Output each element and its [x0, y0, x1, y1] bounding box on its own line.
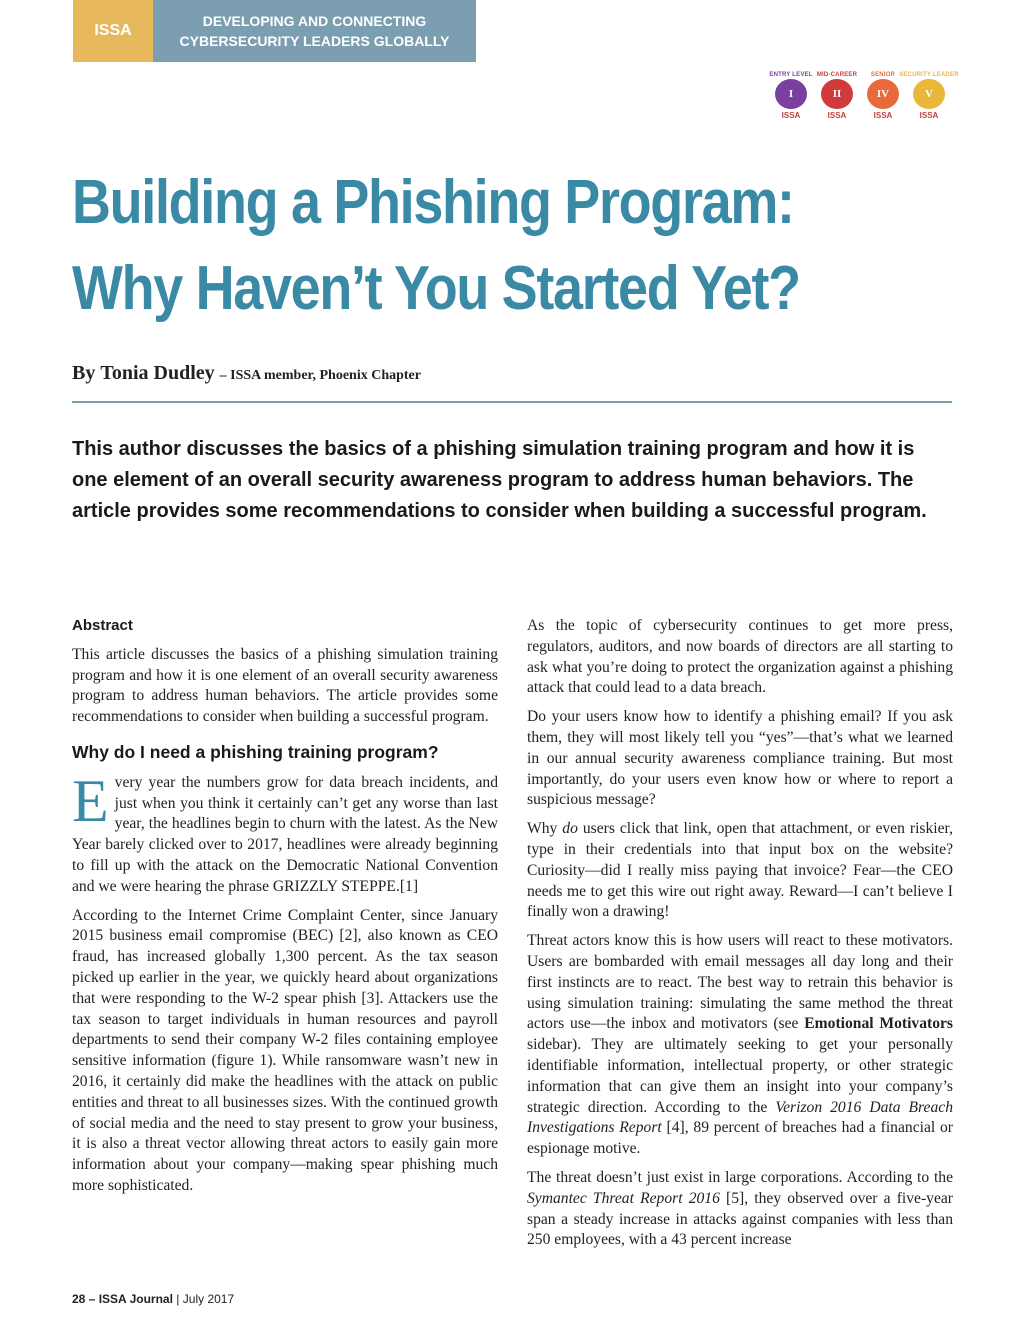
footer-separator: | [176, 1292, 180, 1306]
badge-emblem-icon: II [821, 79, 853, 109]
body-paragraph [527, 1168, 953, 1251]
badge-emblem-icon: V [913, 79, 945, 109]
badge-brand: ISSA [781, 111, 801, 120]
body-paragraph: As the topic of cybersecurity continues to get more press, regulators, auditors, and now boards of directors are all starting to ask what you’re doing to protect the organization against a phishing attack that could lead to a data breach. [527, 617, 953, 697]
badge-emblem-icon: IV [867, 79, 899, 109]
header-org-block [73, 0, 153, 62]
badge-level-label: SECURITY LEADER [899, 72, 959, 78]
badge-senior [864, 72, 902, 120]
text-run: Threat actors know this is how users will react to these motivators. Users are bombarded with email messages all day long and their first instincts are to react. The best way to retrain this behavior is using simulation training: simulating the same method the threat actors use—the inbox and motivators (see [527, 932, 953, 1033]
byline [72, 362, 421, 385]
abstract-text: This article discusses the basics of a phishing simulation training program and how it is one element of an overall security awareness program to address human behaviors. The article provides some recommendations to consider when building a successful program. [72, 645, 498, 726]
badge-level-label: ENTRY LEVEL [769, 72, 813, 78]
emphasis: do [562, 820, 578, 838]
page-footer [72, 1292, 234, 1306]
page-number: 28 – [72, 1292, 96, 1306]
article-title-line2: Why Haven’t You Started Yet? [72, 254, 800, 323]
header-tagline-line2: CYBERSECURITY LEADERS GLOBALLY [179, 33, 450, 49]
issue-date: July 2017 [182, 1292, 235, 1306]
body-paragraph [527, 819, 953, 923]
body-paragraph [72, 767, 498, 898]
badge-security-leader [899, 72, 959, 120]
header-tagline [153, 0, 476, 62]
text-run: The threat doesn’t just exist in large corporations. According to the [527, 1168, 953, 1186]
author-name: Tonia Dudley [100, 362, 215, 384]
badge-brand: ISSA [873, 111, 893, 120]
body-paragraph-text: very year the numbers grow for data breach incidents, and just when you think it certainly can’t get any worse than last year, the headlines begin to churn with the latest. As the New Year barely clicked over to 2017, headlines were already beginning to fill up with the attack on the Democratic National Convention and we were hearing the phrase GRIZZLY STEPPE.[1] [72, 773, 498, 895]
report-title: Verizon 2016 Data Breach Investigations Report [527, 1098, 953, 1137]
right-column [527, 616, 953, 1259]
article-deck: This author discusses the basics of a phishing simulation training program and how it is one element of an overall security awareness program to address human behaviors. The article provides some recommendations to consider when building a successful program. [72, 438, 927, 522]
article-title [72, 160, 855, 332]
badge-mid-career [818, 72, 856, 120]
article-title-line1: Building a Phishing Program: [72, 168, 794, 237]
sidebar-reference: Emotional Motivators [804, 1015, 953, 1033]
left-column [72, 616, 498, 1205]
text-run: sidebar). They are ultimately seeking to get your personally identifiable information, intellectual property, or other strategic information that can give them an insight into your company’s strategic direction. According to the [527, 1036, 953, 1116]
report-title: Symantec Threat Report 2016 [527, 1189, 720, 1207]
body-paragraph: Do your users know how to identify a phishing email? If you ask them, they will most likely tell you “yes”—that’s what we learned in our annual security awareness compliance training. But most importantly, do your users even know how or where to report a suspicious message? [527, 708, 953, 809]
text-run: Why [527, 820, 563, 838]
text-run: [5], they observed over a five-year span a steady increase in attacks against companies with less than 250 employees, with a 43 percent increase [527, 1189, 953, 1249]
badge-brand: ISSA [827, 111, 847, 120]
badge-emblem-icon: I [775, 79, 807, 109]
divider [72, 401, 952, 403]
career-level-badges [769, 72, 959, 122]
author-note: – ISSA member, Phoenix Chapter [219, 368, 421, 383]
badge-brand: ISSA [919, 111, 939, 120]
header-tagline-line1: DEVELOPING AND CONNECTING [202, 13, 427, 29]
text-run: users click that link, open that attachment, or even riskier, type in their credentials into that input box on the website? Curiosity—did I really miss paying that invoice? Fear—the CEO needs me to get this wire out right away. Reward—I can’t believe I finally won a drawing! [527, 820, 953, 921]
section-heading: Why do I need a phishing training program? [72, 741, 439, 762]
badge-level-label: SENIOR [870, 72, 896, 78]
drop-cap: E [72, 767, 109, 834]
badge-level-label: MID-CAREER [816, 72, 858, 78]
journal-name: ISSA Journal [98, 1292, 173, 1306]
body-paragraph: According to the Internet Crime Complaint Center, since January 2015 business email compromise (BEC) [2], also known as CEO fraud, has increased globally 1,300 percent. As the tax season picked up earlier in the year, we quickly heard about organizations that were responding to the W-2 spear phish [3]. Attackers use the tax season to target individuals in human resources and payroll departments to send their company W-2 files containing employee sensitive information (figure 1). While ransomware wasn’t new in 2016, it certainly did make the headlines with the attack on public entities and threat to all businesses sizes. With the continued growth of social media and the need to stay present to grow your business, it is also a threat vector allowing threat actors to easily gain more information about your company—making spear phishing much more sophisticated. [72, 906, 498, 1194]
header-org: ISSA [94, 22, 132, 39]
body-paragraph [527, 931, 953, 1160]
badge-entry-level [769, 72, 813, 120]
abstract-heading: Abstract [72, 617, 133, 634]
byline-prefix: By [72, 362, 96, 384]
text-run: [4], 89 percent of breaches had a financial or espionage motive. [527, 1119, 953, 1158]
